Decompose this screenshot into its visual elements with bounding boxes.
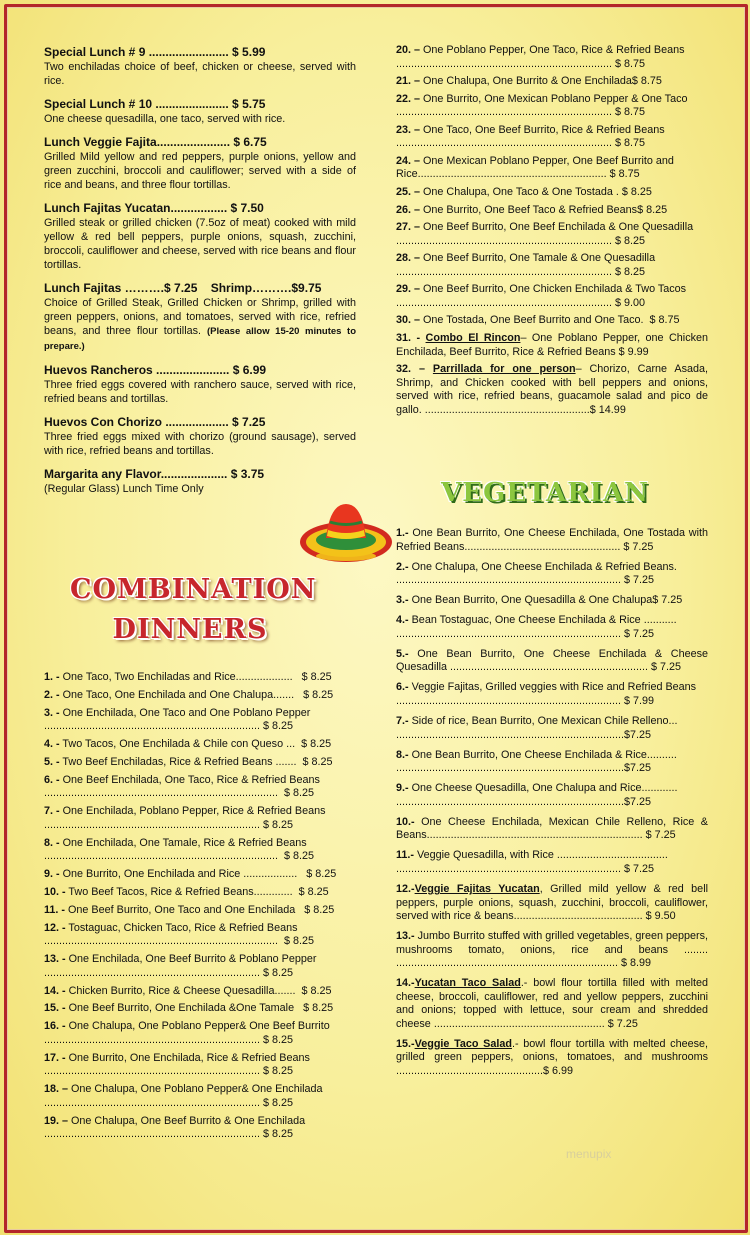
- combo-line: [44, 904, 344, 918]
- combo-line: [396, 849, 708, 863]
- combo-line: [396, 168, 708, 182]
- combo-line: [44, 1002, 344, 1016]
- combo-text: ........................................................................... $ 7.25: [396, 862, 654, 875]
- combo-line: [396, 93, 708, 107]
- combo-text: ........................................................................ $ 8.25: [396, 234, 645, 247]
- combo-number: 4.-: [396, 614, 409, 627]
- combo-line: [44, 967, 344, 981]
- combo-line: [44, 738, 344, 752]
- combo-item: [396, 283, 708, 310]
- combo-item: [44, 886, 344, 900]
- combo-item: [396, 204, 708, 218]
- combo-text: One Burrito, One Enchilada and Rice .................. $ 8.25: [62, 868, 337, 881]
- lunch-item-description: [44, 378, 356, 406]
- combination-dinners-heading: [70, 570, 317, 650]
- lunch-item-description-text: One cheese quesadilla, one taco, served with rice.: [44, 113, 286, 125]
- combo-line: [396, 729, 708, 743]
- combo-text: Side of rice, Bean Burrito, One Mexican Chile Relleno...: [411, 715, 678, 728]
- combo-item: [396, 314, 708, 328]
- combo-item: [44, 1052, 344, 1079]
- combo-line: [44, 1083, 344, 1097]
- combo-line: [396, 283, 708, 297]
- lunch-specials: [44, 44, 356, 504]
- combo-text: One Beef Burrito, One Enchilada &One Tamale $ 8.25: [68, 1002, 334, 1015]
- lunch-item-title: Special Lunch # 9 ........................ $ 5.99: [44, 45, 266, 59]
- lunch-item-title: Margarita any Flavor.................... $ 3.75: [44, 467, 265, 481]
- vegetarian-special-name: Veggie Taco Salad: [414, 1037, 512, 1050]
- combo-number: 22. –: [396, 92, 421, 105]
- combo-line: [44, 1034, 344, 1048]
- combo-line: [396, 106, 708, 120]
- lunch-item-description: [44, 112, 356, 126]
- lunch-item: [44, 414, 356, 458]
- combo-number: 7.-: [396, 715, 409, 728]
- combo-line: [44, 985, 344, 999]
- combo-number: 20. –: [396, 44, 421, 56]
- combo-line: [44, 787, 344, 801]
- combo-text: .............................................................................. $ 8.25: [44, 787, 314, 800]
- combo-line: [44, 1020, 344, 1034]
- combo-item: [44, 868, 344, 882]
- lunch-item-description-text: Two enchiladas choice of beef, chicken or cheese, served with rice.: [44, 61, 356, 87]
- combo-text: Veggie Quesadilla, with Rice .....................................: [417, 849, 668, 862]
- combo-item: [396, 648, 708, 675]
- combo-number: 11.-: [396, 849, 415, 862]
- combo-line: [396, 816, 708, 843]
- combo-text: One Taco, Two Enchiladas and Rice................... $ 8.25: [62, 671, 332, 683]
- combo-number: 14.-: [396, 977, 415, 990]
- combo-line: [396, 527, 708, 554]
- combo-number: 14. -: [44, 984, 66, 997]
- lunch-item-title: Lunch Fajitas Yucatan................. $ 7.50: [44, 201, 264, 215]
- combo-line: [396, 749, 708, 763]
- combo-text: ........................................................................ $ 8.75: [396, 137, 645, 150]
- combo-line: [396, 681, 708, 695]
- combo-text: One Chalupa, One Poblano Pepper& One Enchilada: [71, 1083, 323, 1096]
- combo-text: Two Tacos, One Enchilada & Chile con Queso ... $ 8.25: [62, 738, 332, 751]
- combo-text: ........................................................................ $ 8.25: [44, 1033, 293, 1046]
- combo-text: One Cheese Enchilada, Mexican Chile Relleno, Rice & Beans........................................................................ $ 7.25: [396, 815, 708, 842]
- combo-line: [396, 297, 708, 311]
- combo-number: 13.-: [396, 930, 415, 943]
- combo-line: [396, 58, 708, 72]
- combo-number: 6.-: [396, 681, 409, 694]
- vegetarian-special-item: [396, 977, 708, 1031]
- combo-text: One Taco, One Enchilada and One Chalupa....... $ 8.25: [62, 688, 334, 701]
- lunch-item-description-text: (Regular Glass) Lunch Time Only: [44, 483, 204, 495]
- combo-text: One Beef Burrito, One Beef Enchilada & One Quesadilla: [423, 221, 694, 234]
- combo-text: One Bean Burrito, One Cheese Enchilada, One Tostada with Refried Beans.................................................... $ 7.25: [396, 527, 708, 553]
- combo-text: .............................................................................. $ 8.25: [44, 850, 314, 863]
- combo-line: [396, 75, 708, 89]
- lunch-item-description: [44, 430, 356, 458]
- special-combo-item: [396, 363, 708, 417]
- combo-item: [44, 1115, 344, 1142]
- lunch-item-description-text: Three fried eggs mixed with chorizo (ground sausage), served with rice, refried beans and tortillas.: [44, 431, 356, 457]
- combo-text: One Tostada, One Beef Burrito and One Taco. $ 8.75: [423, 314, 680, 327]
- lunch-item-title: Special Lunch # 10 ...................... $ 5.75: [44, 97, 266, 111]
- lunch-item-description-text: Grilled Mild yellow and red peppers, purple onions, yellow and green zucchini, broccoli and cauliflower; served with a side of rice and beans, and three flour tortillas.: [44, 151, 356, 191]
- combo-text: Bean Tostaguac, One Cheese Enchilada & Rice ...........: [411, 614, 677, 627]
- combo-text: ........................................................................ $ 8.75: [396, 106, 645, 119]
- combo-number: 4. -: [44, 738, 60, 751]
- combo-line: [396, 715, 708, 729]
- combo-text: One Beef Burrito, One Chicken Enchilada & Two Tacos: [423, 283, 687, 296]
- combo-line: [44, 922, 344, 936]
- combo-line: [44, 1115, 344, 1129]
- combo-text: One Chalupa, One Burrito & One Enchilada$ 8.75: [423, 75, 662, 88]
- lunch-item-description: [44, 482, 356, 496]
- combo-line: [44, 774, 344, 788]
- heading-line-2: DINNERS: [112, 614, 268, 645]
- lunch-item: [44, 44, 356, 88]
- combo-item: [396, 155, 708, 182]
- combo-number: 5. -: [44, 756, 60, 769]
- combo-line: [44, 868, 344, 882]
- combo-text: One Bean Burrito, One Cheese Enchilada & Cheese Quesadilla .................................................................. $ 7.25: [396, 647, 708, 674]
- combo-number: 28. –: [396, 252, 421, 265]
- combo-line: [44, 1097, 344, 1111]
- combo-item: [396, 849, 708, 876]
- combo-number: 9.-: [396, 782, 409, 795]
- combo-number: 26. –: [396, 203, 421, 216]
- combo-item: [396, 221, 708, 248]
- combo-number: 9. -: [44, 868, 60, 881]
- combo-line: [44, 1065, 344, 1079]
- combo-number: 5.-: [396, 647, 409, 660]
- combo-item: [44, 985, 344, 999]
- combo-number: 12.-: [396, 883, 415, 896]
- combo-line: [396, 155, 708, 169]
- combo-line: [44, 886, 344, 900]
- combo-text: One Enchilada, One Tamale, Rice & Refried Beans: [62, 836, 307, 849]
- combo-line: [396, 314, 708, 328]
- lunch-item-description-text: Grilled steak or grilled chicken (7.5oz of meat) cooked with mild yellow & red bell peppers, purple onions, squash, zucchini, broccoli, cauliflower and cheese, served with rice beans and flour tortillas.: [44, 217, 356, 271]
- combo-text: One Mexican Poblano Pepper, One Beef Burrito and: [423, 154, 674, 167]
- combo-text: ........................................................................ $ 8.25: [44, 1096, 293, 1109]
- combo-item: [396, 527, 708, 554]
- combo-text: One Burrito, One Beef Taco & Refried Beans$ 8.25: [423, 203, 668, 216]
- lunch-item-note: (Please allow 15-20 minutes to prepare.): [44, 326, 357, 352]
- vegetarian-special-name: Veggie Fajitas Yucatan: [414, 883, 540, 896]
- combo-item: [396, 681, 708, 708]
- watermark: menupix: [566, 1147, 612, 1161]
- combo-text: ........................................................................ $ 8.25: [44, 720, 293, 733]
- lunch-item-title: Lunch Fajitas ……….$ 7.25 Shrimp……….$9.75: [44, 281, 322, 295]
- combo-line: [396, 137, 708, 151]
- combo-line: [396, 782, 708, 796]
- combo-number: 32. –: [396, 363, 425, 376]
- combo-item: [396, 816, 708, 843]
- combo-number: 18. –: [44, 1083, 69, 1096]
- combo-line: [396, 44, 708, 58]
- combo-line: [396, 796, 708, 810]
- combo-line: [396, 614, 708, 628]
- combo-line: [44, 1052, 344, 1066]
- combo-line: [44, 953, 344, 967]
- combo-number: 13. -: [44, 953, 66, 966]
- lunch-item: [44, 200, 356, 272]
- combo-number: 12. -: [44, 921, 66, 934]
- special-combo-name: Parrillada for one person: [432, 363, 576, 376]
- combo-item: [396, 561, 708, 588]
- combo-number: 1. -: [44, 671, 60, 683]
- combo-line: [396, 628, 708, 642]
- lunch-item: [44, 134, 356, 192]
- combo-item: [396, 75, 708, 89]
- lunch-item-description-text: Choice of Grilled Steak, Grilled Chicken or Shrimp, grilled with green peppers, onions, and tomatoes, served with rice, refried beans, and three flour tortillas.: [44, 297, 356, 337]
- heading-line-1: COMBINATION: [70, 574, 317, 605]
- combo-text: ........................................................................ $ 8.25: [44, 818, 293, 831]
- combo-text: ........................................................................ $ 8.25: [44, 966, 293, 979]
- combo-text: ........................................................................ $ 8.25: [396, 265, 645, 278]
- combo-text: ........................................................................ $ 9.00: [396, 296, 645, 309]
- vegetarian-special-text: , Grilled mild yellow & red bell peppers, purple onions, squash, zucchini, broccoli, cauliflower, served with rice & beans........................................... $ 9.50: [396, 883, 708, 923]
- combo-item: [396, 252, 708, 279]
- combo-text: One Chalupa, One Taco & One Tostada . $ 8.25: [423, 185, 652, 198]
- combo-number: 23. –: [396, 123, 421, 136]
- combo-text: ........................................................................ $ 8.25: [44, 1128, 293, 1141]
- combo-number: 19. –: [44, 1114, 69, 1127]
- combo-text: One Beef Enchilada, One Taco, Rice & Refried Beans: [62, 773, 320, 786]
- vegetarian-special-name: Yucatan Taco Salad: [414, 977, 521, 990]
- combination-list-left: [44, 671, 344, 1146]
- combo-item: [396, 614, 708, 641]
- lunch-item-description-text: Three fried eggs covered with ranchero sauce, served with rice, refried beans and tortillas.: [44, 379, 356, 405]
- combo-line: [44, 707, 344, 721]
- combo-item: [44, 953, 344, 980]
- combo-text: One Burrito, One Enchilada, Rice & Refried Beans: [68, 1051, 310, 1064]
- combo-item: [44, 774, 344, 801]
- combo-text: ........................................................................ $ 8.25: [44, 1065, 293, 1078]
- combo-text: Rice............................................................... $ 8.75: [396, 168, 640, 181]
- lunch-item: [44, 280, 356, 354]
- combo-line: [396, 695, 708, 709]
- combo-number: 2. -: [44, 688, 60, 701]
- combo-number: 27. –: [396, 221, 421, 234]
- combo-text: ........................................................................... $ 7.99: [396, 694, 654, 707]
- combo-text: ............................................................................$7.25: [396, 762, 651, 775]
- combo-number: 21. –: [396, 75, 421, 88]
- lunch-item-description: [44, 150, 356, 192]
- combo-number: 30. –: [396, 314, 421, 327]
- combo-line: [44, 805, 344, 819]
- combo-line: [396, 594, 708, 608]
- combo-text: ........................................................................... $ 7.25: [396, 627, 654, 640]
- combo-number: 1.-: [396, 527, 409, 539]
- combo-text: Two Beef Tacos, Rice & Refried Beans............. $ 8.25: [68, 886, 329, 899]
- combo-item: [44, 756, 344, 770]
- combo-line: [396, 648, 708, 675]
- combo-item: [396, 594, 708, 608]
- combo-number: 29. –: [396, 283, 421, 296]
- combo-number: 3.-: [396, 594, 409, 607]
- combo-item: [44, 689, 344, 703]
- combo-item: [396, 186, 708, 200]
- combo-line: [44, 819, 344, 833]
- combo-item: [396, 93, 708, 120]
- combo-number: 3. -: [44, 706, 60, 719]
- vegetarian-heading: VEGETARIAN: [441, 478, 649, 508]
- combo-number: 8. -: [44, 836, 60, 849]
- combo-item: [44, 738, 344, 752]
- combo-text: One Chalupa, One Beef Burrito & One Enchilada: [71, 1114, 306, 1127]
- combo-number: 15.-: [396, 1037, 415, 1050]
- combination-list-right: [396, 44, 708, 421]
- vegetarian-list: [396, 527, 708, 1085]
- combo-number: 31. -: [396, 332, 421, 345]
- vegetarian-special-text: .- bowl flour tortilla with melted cheese, grilled green peppers, onions, tomatoes, and mushrooms .................................................$ 6.99: [396, 1037, 709, 1077]
- combo-text: One Bean Burrito, One Cheese Enchilada & Rice..........: [411, 748, 677, 761]
- vegetarian-special-item: [396, 883, 708, 924]
- combo-item: [396, 44, 708, 71]
- combo-text: One Enchilada, One Beef Burrito & Poblano Pepper: [68, 953, 317, 966]
- combo-number: 2.-: [396, 560, 409, 573]
- combo-number: 11. -: [44, 903, 66, 916]
- combo-text: ........................................................................... $ 7.25: [396, 574, 654, 587]
- combo-text: One Enchilada, Poblano Pepper, Rice & Refried Beans: [62, 805, 326, 818]
- combo-text: Veggie Fajitas, Grilled veggies with Rice and Refried Beans: [411, 681, 697, 694]
- combo-line: [44, 671, 344, 685]
- combo-number: 6. -: [44, 773, 60, 786]
- combo-text: One Beef Burrito, One Taco and One Enchilada $ 8.25: [68, 903, 335, 916]
- combo-number: 24. –: [396, 154, 421, 167]
- combo-item: [396, 124, 708, 151]
- combo-number: 16. -: [44, 1020, 66, 1033]
- combo-line: [44, 935, 344, 949]
- combo-item: [44, 1002, 344, 1016]
- combo-text: One Chalupa, One Cheese Enchilada & Refried Beans.: [411, 560, 677, 573]
- lunch-item-description: [44, 60, 356, 88]
- combo-text: .............................................................................. $ 8.25: [44, 935, 314, 948]
- combo-text: One Poblano Pepper, One Taco, Rice & Refried Beans: [423, 44, 685, 56]
- lunch-item: [44, 362, 356, 406]
- combo-text: One Chalupa, One Poblano Pepper& One Beef Burrito: [68, 1020, 330, 1033]
- lunch-item-title: Lunch Veggie Fajita...................... $ 6.75: [44, 135, 267, 149]
- combo-item: [396, 715, 708, 742]
- combo-line: [44, 1128, 344, 1142]
- combo-number: 8.-: [396, 748, 409, 761]
- combo-line: [44, 689, 344, 703]
- combo-number: 10.-: [396, 815, 415, 828]
- combo-item: [44, 671, 344, 685]
- lunch-item: [44, 466, 356, 496]
- combo-text: One Cheese Quesadilla, One Chalupa and Rice............: [411, 782, 678, 795]
- combo-line: [396, 561, 708, 575]
- vegetarian-special-item: [396, 1038, 708, 1079]
- vegetarian-special-item: [396, 930, 708, 971]
- special-combo-text: – One Poblano Pepper, one Chicken Enchilada, Beef Burrito, Rice & Refried Beans $ 9.99: [396, 332, 709, 358]
- combo-item: [44, 904, 344, 918]
- combo-line: [44, 756, 344, 770]
- sombrero-icon: [298, 496, 394, 568]
- combo-text: ........................................................................ $ 8.75: [396, 57, 645, 70]
- combo-line: [44, 850, 344, 864]
- lunch-item-title: Huevos Rancheros ...................... $ 6.99: [44, 363, 267, 377]
- lunch-item-title: Huevos Con Chorizo ................... $ 7.25: [44, 415, 266, 429]
- lunch-item-description: [44, 296, 356, 354]
- combo-item: [44, 707, 344, 734]
- combo-item: [44, 1083, 344, 1110]
- combo-text: Chicken Burrito, Rice & Cheese Quesadilla....... $ 8.25: [68, 984, 332, 997]
- combo-text: Two Beef Enchiladas, Rice & Refried Beans ....... $ 8.25: [62, 756, 333, 769]
- combo-line: [396, 266, 708, 280]
- combo-line: [396, 124, 708, 138]
- combo-line: [396, 574, 708, 588]
- combo-text: One Bean Burrito, One Quesadilla & One Chalupa$ 7.25: [411, 594, 683, 607]
- combo-line: [44, 837, 344, 851]
- combo-text: ............................................................................$7.25: [396, 795, 651, 808]
- combo-number: 25. –: [396, 185, 421, 198]
- combo-item: [44, 922, 344, 949]
- combo-item: [396, 749, 708, 776]
- combo-text: Tostaguac, Chicken Taco, Rice & Refried Beans: [68, 921, 298, 934]
- combo-text: One Beef Burrito, One Tamale & One Quesadilla: [423, 252, 656, 265]
- special-combo-text: – Chorizo, Carne Asada, Shrimp, and Chicken cooked with bell peppers and onions, served with rice, refried beans, guacamole salad and pico de gallo. .......................................................$ 14.99: [396, 363, 709, 416]
- combo-text: ............................................................................$7.25: [396, 728, 651, 741]
- combo-line: [396, 235, 708, 249]
- combo-line: [396, 204, 708, 218]
- combo-number: 17. -: [44, 1051, 66, 1064]
- combo-text: One Enchilada, One Taco and One Poblano Pepper: [62, 706, 311, 719]
- combo-item: [44, 1020, 344, 1047]
- combo-text: One Burrito, One Mexican Poblano Pepper & One Taco: [423, 92, 688, 105]
- combo-line: [396, 252, 708, 266]
- combo-line: [396, 186, 708, 200]
- special-combo-name: Combo El Rincon: [425, 332, 521, 345]
- lunch-item: [44, 96, 356, 126]
- combo-line: [396, 762, 708, 776]
- combo-item: [44, 837, 344, 864]
- combo-line: [396, 863, 708, 877]
- vegetarian-special-text: Jumbo Burrito stuffed with grilled vegetables, green peppers, mushrooms tomato, onions, rice and beans ........ .......................................................................... $ 8.99: [396, 930, 708, 970]
- combo-item: [44, 805, 344, 832]
- lunch-item-description: [44, 216, 356, 272]
- combo-text: One Taco, One Beef Burrito, Rice & Refried Beans: [423, 123, 665, 136]
- combo-number: 15. -: [44, 1002, 66, 1015]
- vegetarian-special-text: .- bowl flour tortilla filled with melted cheese, broccoli, cauliflower, red and yellow peppers, zucchini and onions; topped with lettuce, sour cream and shredded cheese ......................................................... $ 7.25: [396, 977, 708, 1030]
- combo-number: 10. -: [44, 886, 66, 899]
- combo-line: [396, 221, 708, 235]
- combo-line: [44, 720, 344, 734]
- combo-number: 7. -: [44, 805, 60, 818]
- special-combo-item: [396, 332, 708, 359]
- combo-item: [396, 782, 708, 809]
